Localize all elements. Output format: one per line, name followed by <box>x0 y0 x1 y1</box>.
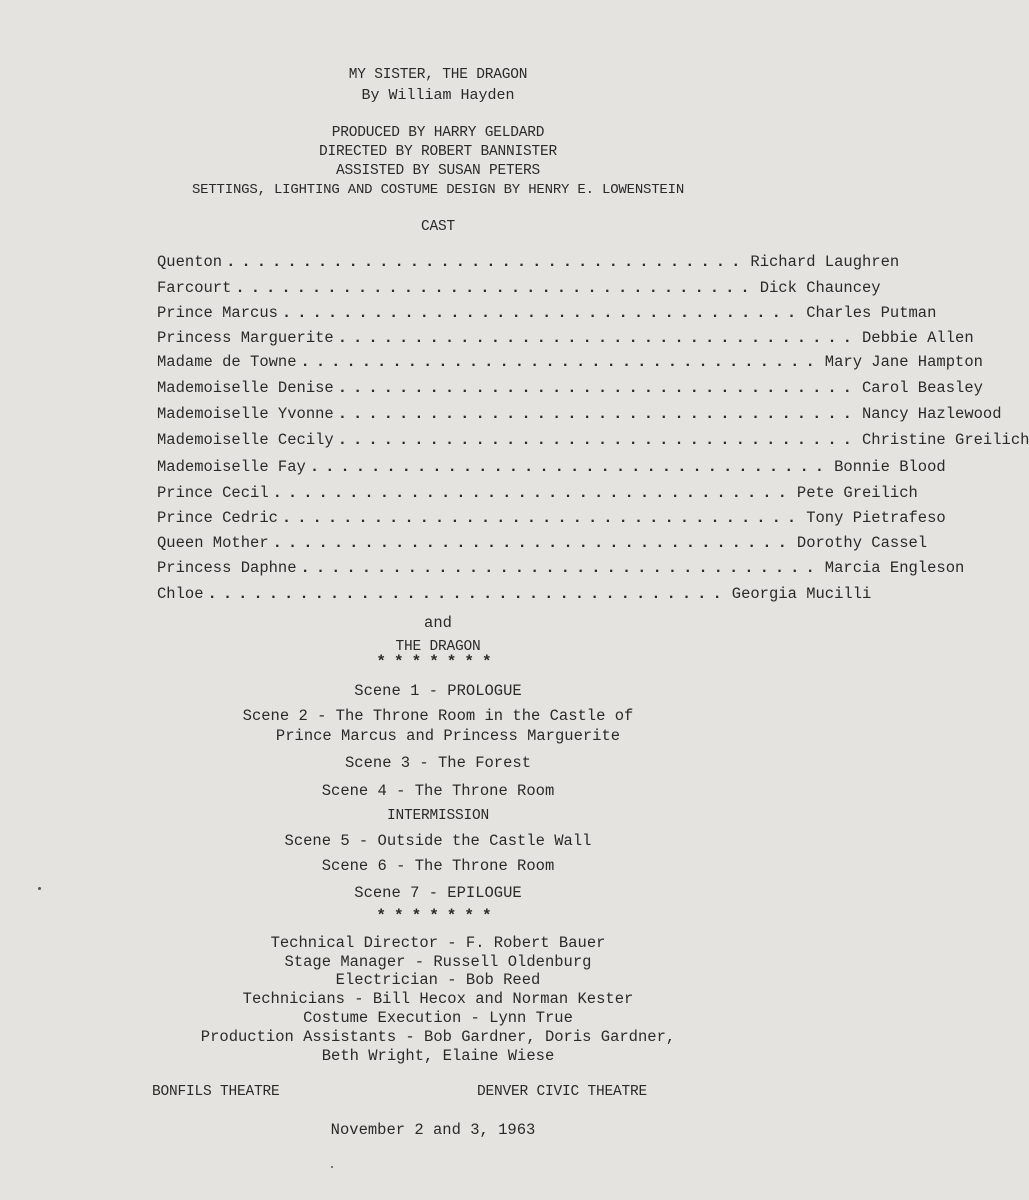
scene-2: Scene 2 - The Throne Room in the Castle of <box>242 707 634 725</box>
leader-dots: .................................. <box>272 484 793 502</box>
cast-row <box>157 329 974 349</box>
cast-role: Prince Cecil <box>157 484 269 502</box>
leader-dots: .................................. <box>281 509 803 527</box>
crew-costume: Costume Execution - Lynn True <box>303 1009 573 1027</box>
paper-speck <box>38 887 41 890</box>
dragon-credit: THE DRAGON <box>395 639 481 655</box>
cast-row <box>157 304 937 324</box>
cast-row <box>157 458 946 478</box>
cast-row <box>157 509 946 529</box>
cast-row <box>157 559 965 579</box>
scene-3: Scene 3 - The Forest <box>344 754 532 772</box>
venue-left: BONFILS THEATRE <box>152 1084 280 1100</box>
scene-6: Scene 6 - The Throne Room <box>321 857 555 875</box>
cast-role: Mademoiselle Cecily <box>157 431 334 449</box>
cast-role: Queen Mother <box>157 534 269 552</box>
cast-actor: Pete Greilich <box>796 484 918 502</box>
cast-role: Mademoiselle Yvonne <box>157 405 334 423</box>
cast-actor: Georgia Mucilli <box>731 585 872 603</box>
cast-row <box>157 253 900 273</box>
cast-heading: CAST <box>420 219 455 235</box>
leader-dots: .................................. <box>300 353 821 371</box>
crew-production-assistants-continued: Beth Wright, Elaine Wiese <box>321 1047 555 1065</box>
cast-row <box>157 379 983 399</box>
cast-actor: Nancy Hazlewood <box>862 405 1002 423</box>
cast-role: Princess Daphne <box>157 559 297 577</box>
cast-actor: Marcia Engleson <box>824 559 965 577</box>
cast-actor: Richard Laughren <box>750 253 900 271</box>
cast-actor: Bonnie Blood <box>834 458 946 476</box>
crew-technical-director: Technical Director - F. Robert Bauer <box>270 934 606 952</box>
play-author: By William Hayden <box>361 87 515 104</box>
scene-1: Scene 1 - PROLOGUE <box>354 682 522 700</box>
scene-5: Scene 5 - Outside the Castle Wall <box>284 832 592 850</box>
cast-role: Madame de Towne <box>157 353 297 371</box>
cast-role: Prince Cedric <box>157 509 278 527</box>
performance-dates: November 2 and 3, 1963 <box>330 1121 536 1139</box>
leader-dots: .................................. <box>207 585 728 603</box>
cast-row <box>157 431 1029 451</box>
leader-dots: .................................. <box>337 431 858 449</box>
cast-role: Chloe <box>157 585 204 603</box>
cast-actor: Carol Beasley <box>862 379 983 397</box>
cast-role: Farcourt <box>157 279 232 297</box>
scene-7: Scene 7 - EPILOGUE <box>354 884 522 902</box>
cast-role: Prince Marcus <box>157 304 278 322</box>
crew-stage-manager: Stage Manager - Russell Oldenburg <box>284 953 592 971</box>
credit-producer: PRODUCED BY HARRY GELDARD <box>331 125 545 141</box>
credit-design: SETTINGS, LIGHTING AND COSTUME DESIGN BY HENRY E. LOWENSTEIN <box>191 182 685 198</box>
and-text: and <box>424 614 452 632</box>
cast-actor: Debbie Allen <box>862 329 974 347</box>
leader-dots: .................................. <box>337 329 858 347</box>
leader-dots: .................................. <box>337 405 858 423</box>
cast-role: Princess Marguerite <box>157 329 334 347</box>
leader-dots: .................................. <box>281 304 803 322</box>
cast-actor: Dorothy Cassel <box>796 534 928 552</box>
paper-speck <box>331 1166 333 1168</box>
leader-dots: .................................. <box>226 253 747 271</box>
cast-row <box>157 484 918 504</box>
play-title: MY SISTER, THE DRAGON <box>348 67 528 83</box>
cast-actor: Charles Putman <box>806 304 937 322</box>
leader-dots: .................................. <box>272 534 793 552</box>
crew-technicians: Technicians - Bill Hecox and Norman Kester <box>242 990 634 1008</box>
crew-production-assistants: Production Assistants - Bob Gardner, Doris Gardner, <box>200 1028 676 1046</box>
credit-assistant: ASSISTED BY SUSAN PETERS <box>335 163 541 179</box>
scene-2-continued: Prince Marcus and Princess Marguerite <box>275 727 621 745</box>
credit-director: DIRECTED BY ROBERT BANNISTER <box>318 144 558 160</box>
separator-stars: ******* <box>376 653 500 671</box>
cast-row <box>157 405 1002 425</box>
intermission: INTERMISSION <box>386 808 490 824</box>
cast-row <box>157 585 872 605</box>
cast-actor: Christine Greilich <box>862 431 1029 449</box>
cast-role: Mademoiselle Denise <box>157 379 334 397</box>
separator-stars: ******* <box>376 907 500 925</box>
leader-dots: .................................. <box>300 559 821 577</box>
crew-electrician: Electrician - Bob Reed <box>335 971 541 989</box>
venue-right: DENVER CIVIC THEATRE <box>477 1084 648 1100</box>
cast-row <box>157 353 983 373</box>
scene-4: Scene 4 - The Throne Room <box>321 782 555 800</box>
leader-dots: .................................. <box>235 279 756 297</box>
cast-row <box>157 534 928 554</box>
cast-actor: Tony Pietrafeso <box>806 509 946 527</box>
cast-actor: Dick Chauncey <box>759 279 881 297</box>
leader-dots: .................................. <box>309 458 831 476</box>
leader-dots: .................................. <box>337 379 858 397</box>
cast-role: Mademoiselle Fay <box>157 458 306 476</box>
cast-row <box>157 279 881 299</box>
cast-actor: Mary Jane Hampton <box>824 353 983 371</box>
cast-role: Quenton <box>157 253 223 271</box>
